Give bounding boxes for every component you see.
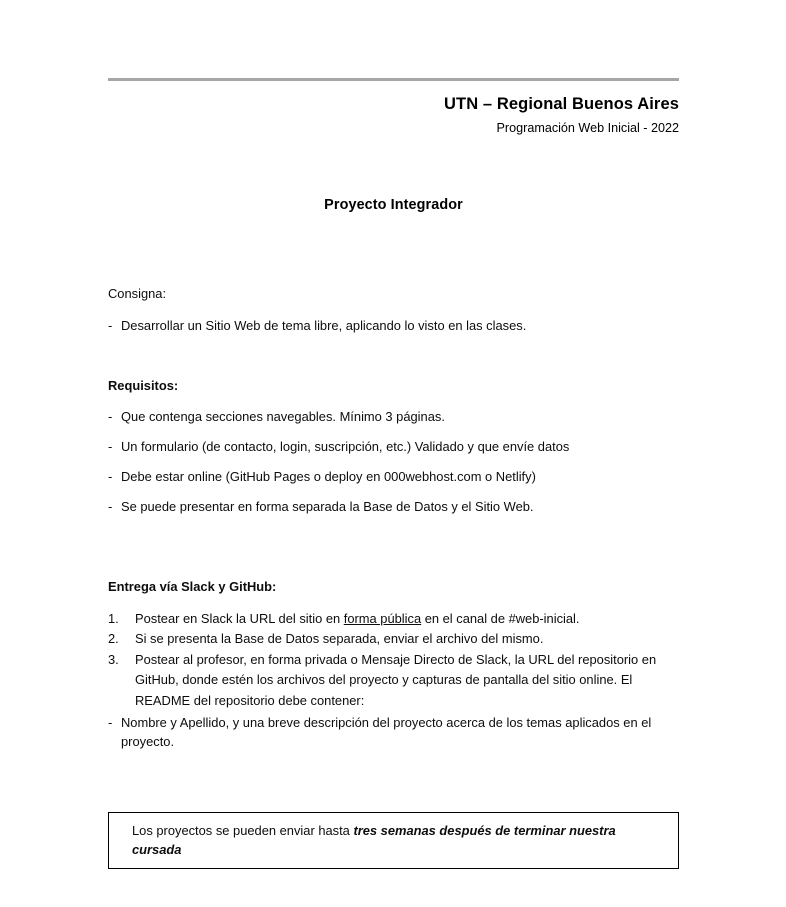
entrega-list-item-text <box>135 609 673 629</box>
requisitos-heading: Requisitos: <box>108 378 179 393</box>
entrega-list-item <box>108 650 673 711</box>
underlined-emphasis: forma pública <box>343 611 422 626</box>
document-header <box>108 94 679 136</box>
entrega-closing-item <box>108 713 686 751</box>
requisito-item <box>108 497 686 516</box>
requisito-item <box>108 467 686 486</box>
page-title: Proyecto Integrador <box>324 197 463 213</box>
institution-name: UTN – Regional Buenos Aires <box>444 95 679 113</box>
list-number: 1. <box>108 611 119 626</box>
consigna-item-text: Desarrollar un Sitio Web de tema libre, aplicando lo visto en las clases. <box>121 318 527 333</box>
entrega-closing-item-text: Nombre y Apellido, y una breve descripción del proyecto acerca de los temas aplicados en el proyecto. <box>121 715 652 750</box>
list-number: 2. <box>108 631 119 647</box>
requisito-item-text: Debe estar online (GitHub Pages o deploy en 000webhost.com o Netlify) <box>121 469 536 484</box>
course-name: Programación Web Inicial - 2022 <box>496 120 679 135</box>
text-segment: Postear en Slack la URL del sitio en <box>135 611 344 626</box>
text-segment: Los proyectos se pueden enviar hasta <box>132 822 354 838</box>
text-segment: en el canal de #web-inicial. <box>421 611 580 626</box>
dash-marker: - <box>108 409 113 424</box>
consigna-heading: Consigna: <box>108 286 167 301</box>
entrega-list-item <box>108 609 673 629</box>
deadline-emphasis: tres semanas después de terminar nuestra cursada <box>132 822 616 857</box>
deadline-callout-box <box>108 812 679 869</box>
dash-marker: - <box>108 318 113 333</box>
entrega-list-item-text: Si se presenta la Base de Datos separada, enviar el archivo del mismo. <box>135 631 544 647</box>
requisito-item-text: Un formulario (de contacto, login, suscripción, etc.) Validado y que envíe datos <box>121 439 570 454</box>
requisito-item <box>108 407 686 426</box>
dash-marker: - <box>108 499 113 514</box>
consigna-item <box>108 316 686 335</box>
dash-marker: - <box>108 469 113 484</box>
dash-marker: - <box>108 715 113 730</box>
entrega-list-item-text: Postear al profesor, en forma privada o Mensaje Directo de Slack, la URL del repositorio en GitHub, donde estén los archivos del proyecto y capturas de pantalla del sitio online. El README del repositorio debe contener: <box>135 651 657 708</box>
entrega-numbered-list <box>108 609 673 711</box>
header-divider-rule <box>108 78 679 81</box>
list-number: 3. <box>108 651 119 667</box>
requisito-item-text: Que contenga secciones navegables. Mínimo 3 páginas. <box>121 409 445 424</box>
deadline-callout-text <box>109 822 678 859</box>
entrega-heading: Entrega vía Slack y GitHub: <box>108 579 277 594</box>
requisito-item <box>108 437 686 456</box>
requisito-item-text: Se puede presentar en forma separada la Base de Datos y el Sitio Web. <box>121 499 534 514</box>
entrega-list-item <box>108 629 673 649</box>
dash-marker: - <box>108 439 113 454</box>
